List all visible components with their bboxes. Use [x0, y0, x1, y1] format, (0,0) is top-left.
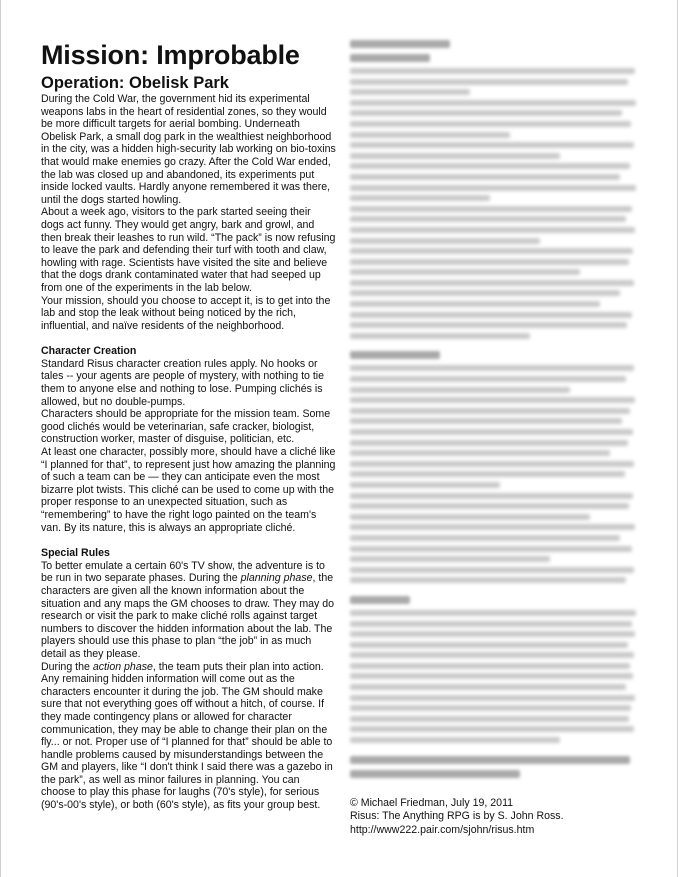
intro-paragraph-2: About a week ago, visitors to the park started seeing their dogs act funny. They would get angry, bark and growl, and then break their leashes to run wild. “The pack” is now refusing to leave the park and defending their turf with tooth and claw, howling with rage. Scientists have visited the site and believe that the dogs drank contaminated water that had seeped up from one of the experiments in the lab below. — [41, 206, 336, 294]
footer — [350, 797, 650, 837]
character-creation-paragraph-1: Standard Risus character creation rules apply. No hooks or tales -- your agents are people of mystery, with nothing to tie them to anyone else and nothing to lose. Pumping clichés is allowed, but no double-pumps. — [41, 357, 325, 408]
special-rules-p2-text-a: During the — [41, 660, 93, 673]
character-creation-paragraph-3: At least one character, possibly more, should have a cliché like “I planned for that”, to represent just how amazing the planning of such a team can be — they can anticipate even the most bizarre plot twists. This cliché can be used to come up with the proper response to an unexpected situation, such as “remembering” to have the right logo painted on the team's van. By its nature, this is always an appropriate cliché. — [41, 446, 336, 534]
redacted-section-3 — [350, 596, 640, 743]
planning-phase-term: planning phase — [240, 572, 313, 585]
special-rules-heading: Special Rules — [41, 547, 110, 560]
special-rules-p1-text-a: To better emulate a certain 60's TV show, the adventure is to be run in two separate phases. During the — [41, 559, 325, 585]
special-rules-paragraph-2 — [41, 661, 336, 812]
document-title: Mission: Improbable — [41, 40, 300, 70]
special-rules-paragraph-1 — [41, 560, 336, 661]
redacted-section-1 — [350, 40, 640, 339]
right-column-redacted — [350, 40, 640, 784]
page-border-left — [0, 0, 1, 877]
character-creation-heading: Character Creation — [41, 345, 137, 358]
copyright-line: © Michael Friedman, July 19, 2011 — [350, 797, 514, 809]
redacted-section-2 — [350, 351, 640, 583]
intro-paragraph-1: During the Cold War, the government hid its experimental weapons labs in the heart of residential zones, so they would be more difficult targets for aerial bombing. Underneath Obelisk Park, a small dog park in the wealthiest neighborhood in the city, was a hidden high-security lab working on bio-toxins that would make enemies go crazy. After the Cold War ended, the lab was closed up and abandoned, its experiments put inside locked vaults. Hardly anyone remembered it was there, until the dogs started howling. — [41, 93, 336, 206]
redacted-section-4 — [350, 756, 640, 778]
risus-credit-line: Risus: The Anything RPG is by S. John Ross. — [350, 810, 564, 823]
intro-paragraph-3: Your mission, should you choose to accept it, is to get into the lab and stop the leak without being noticed by the rich, influential, and naïve residents of the neighborhood. — [41, 294, 331, 332]
special-rules-p2-text-b: , the team puts their plan into action. Any remaining hidden information will come out as the characters encounter it during the job. The GM should make sure that not everything goes off without a hitch, of course. If they made contingency plans or allowed for character communication, they may be able to change their plan on the fly... or not. Proper use of “I planned for that” should be able to handle problems caused by misunderstandings between the GM and players, like “I don't think I said there was a gazebo in the park”, as well as minor failures in planning. You can choose to play this phase for laughs (70's style), for serious (90's-00's style), or both (60's style), as fits your group best. — [41, 660, 333, 812]
left-column — [41, 40, 336, 812]
risus-url: http://www222.pair.com/sjohn/risus.htm — [350, 823, 535, 836]
action-phase-term: action phase — [92, 660, 153, 673]
character-creation-paragraph-2: Characters should be appropriate for the mission team. Some good clichés would be veterinarian, safe cracker, biologist, construction worker, master of disguise, politician, etc. — [41, 408, 331, 446]
document-subtitle: Operation: Obelisk Park — [41, 74, 229, 92]
special-rules-p1-text-b: , the characters are given all the known information about the situation and any maps the GM chooses to draw. They may do research or visit the park to make cliché rolls against target numbers to discover the hidden information about the lab. The players should use this phase to plan “the job” in as much detail as they please. — [41, 572, 335, 660]
